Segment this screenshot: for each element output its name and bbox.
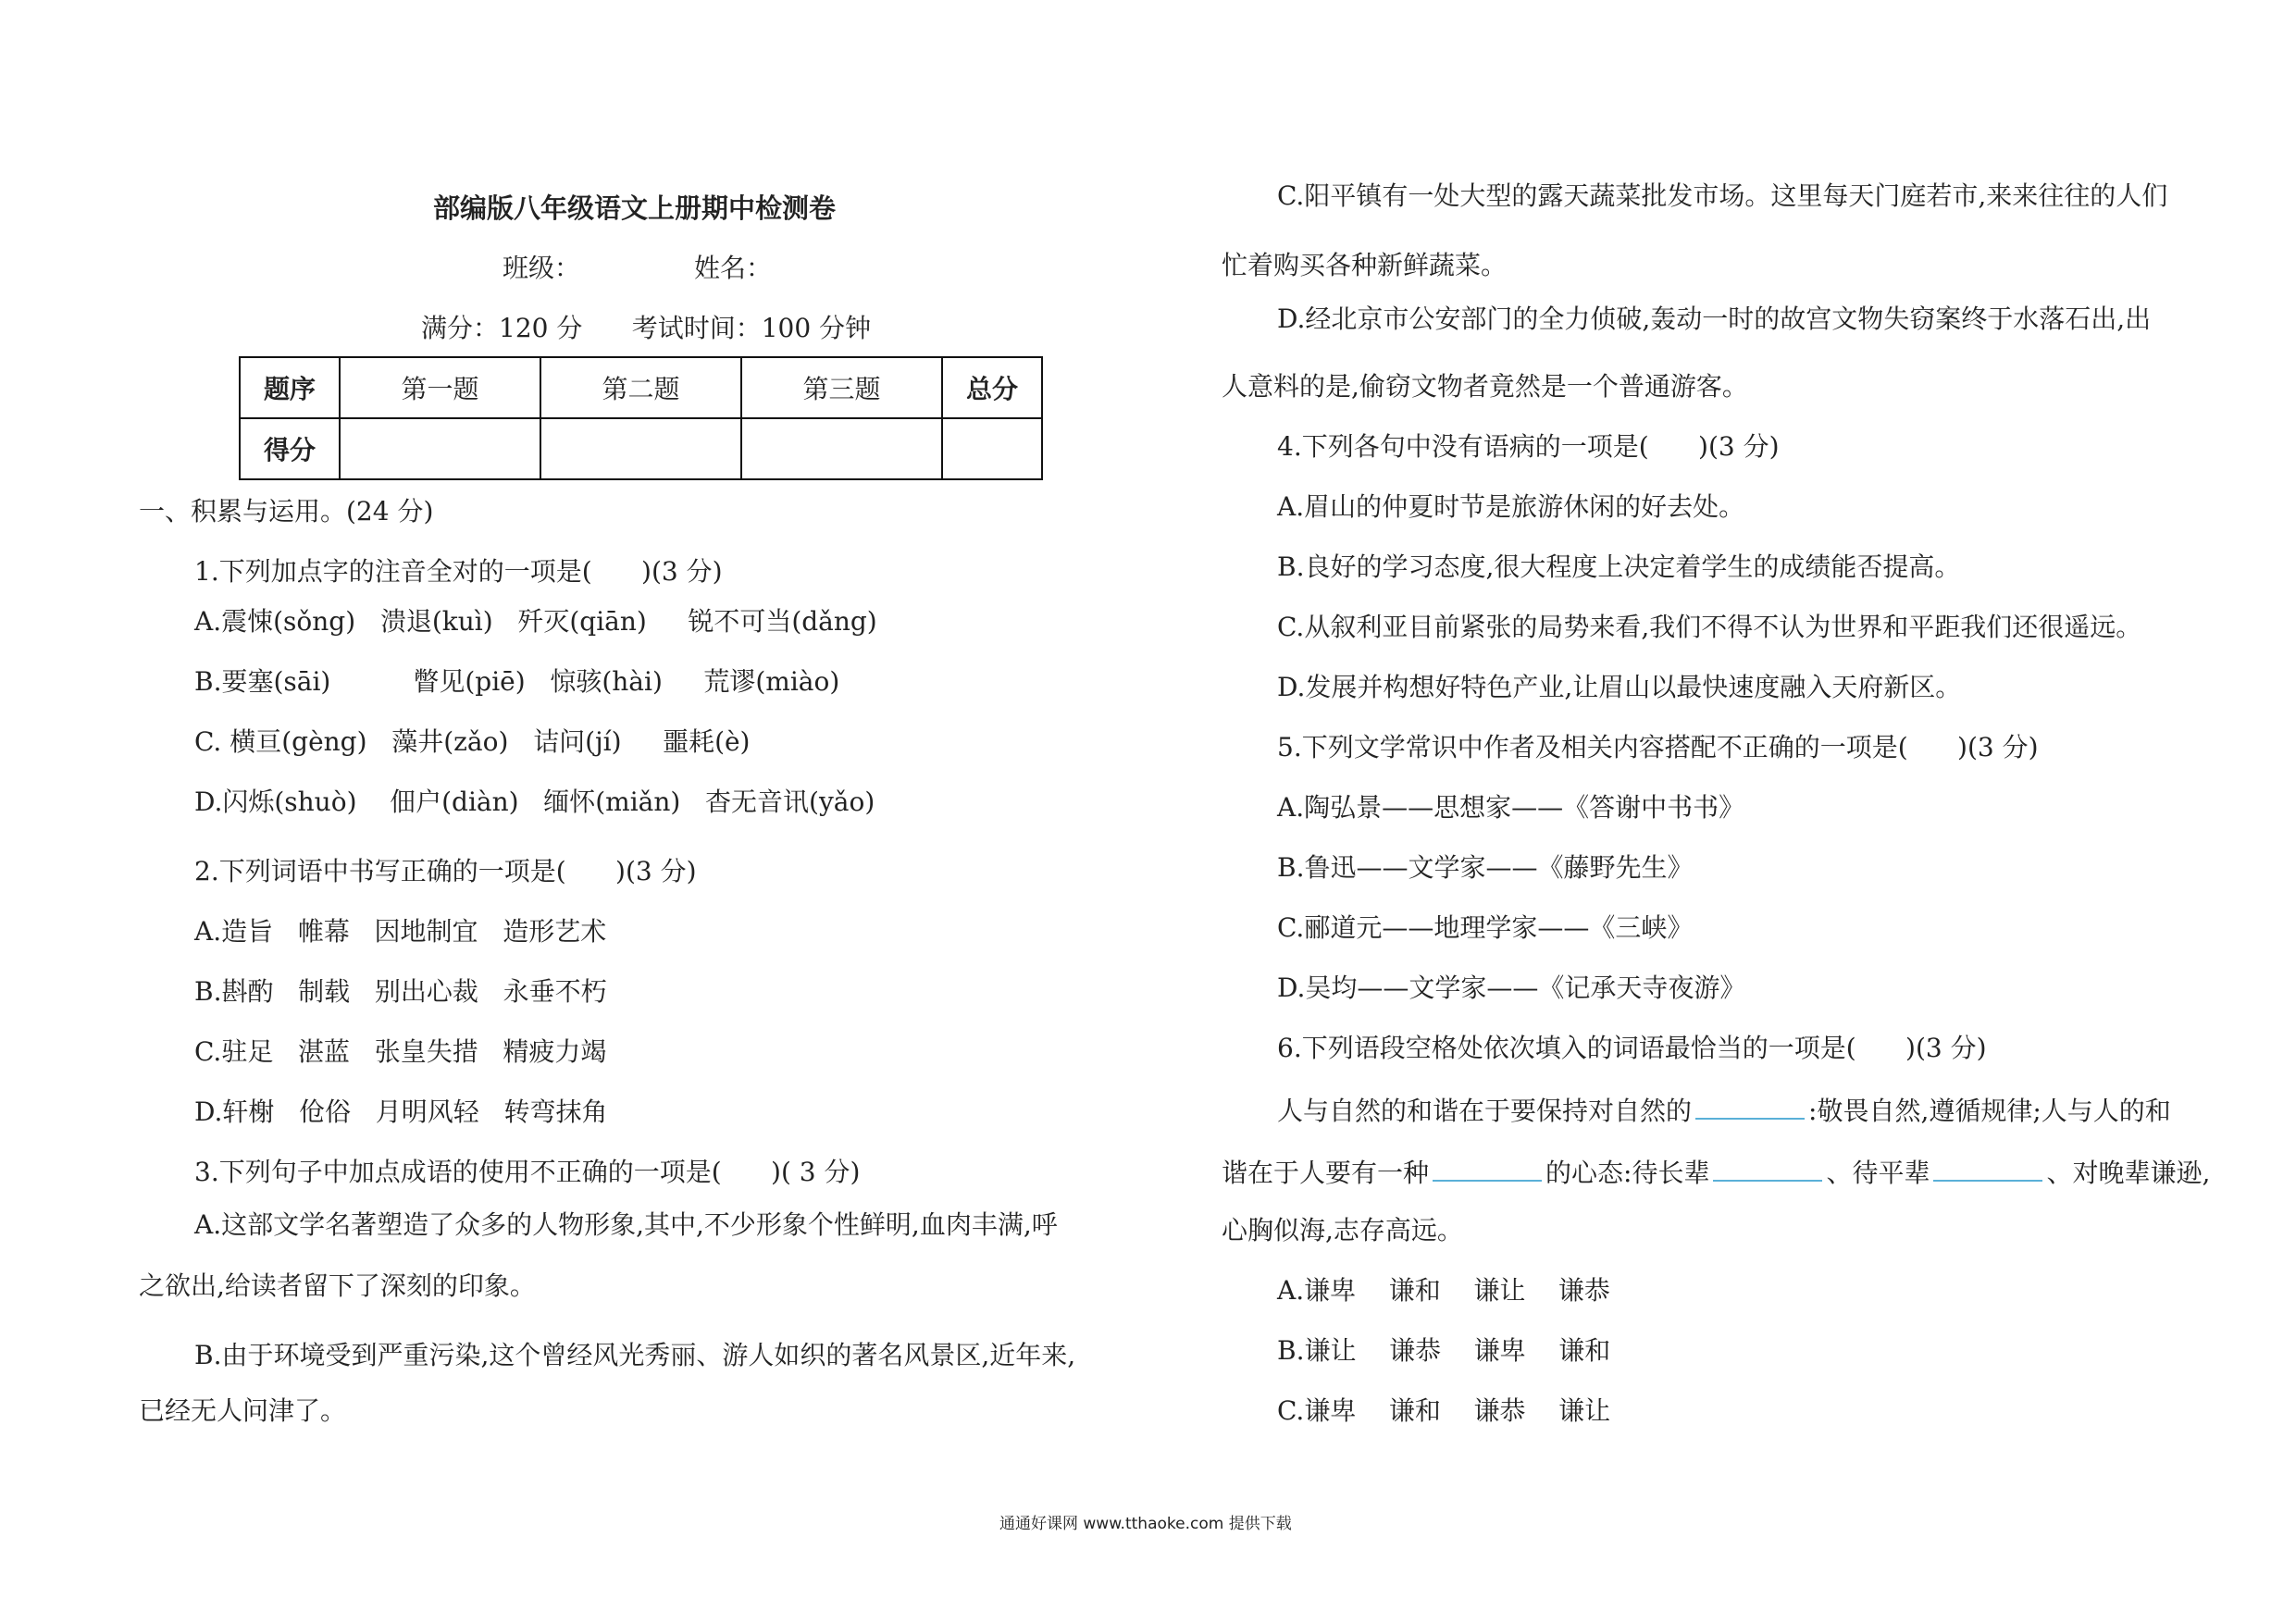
option-text: B.鲁迅——文学家——《藤野先生》	[1277, 852, 1694, 883]
option-text: D.吴均——文学家——《记承天寺夜游》	[1277, 973, 1746, 1003]
left-column	[139, 0, 1148, 1573]
score-table-score-row	[240, 418, 1042, 479]
option-text: A.陶弘景——思想家——《答谢中书书》	[1277, 792, 1745, 823]
option-text: C.谦卑 谦和 谦恭 谦让	[1277, 1395, 1611, 1426]
option-text: B.良好的学习态度,很大程度上决定着学生的成绩能否提高。	[1277, 551, 1961, 582]
option-text: 忙着购买各种新鲜蔬菜。	[1222, 250, 1508, 280]
option-text: C.从叙利亚目前紧张的局势来看,我们不得不认为世界和平距我们还很遥远。	[1277, 612, 2142, 642]
option-text: 之欲出,给读者留下了深刻的印象。	[139, 1270, 536, 1301]
score-input-cell[interactable]	[340, 418, 540, 479]
option-text: D.闪烁(shuò) 佃户(diàn) 缅怀(miǎn) 杳无音讯(yǎo)	[194, 787, 875, 817]
option-text: D.轩榭 伧俗 月明风轻 转弯抹角	[194, 1096, 608, 1127]
passage-text: 人与自然的和谐在于要保持对自然的	[1277, 1096, 1693, 1126]
fill-blank[interactable]	[1433, 1152, 1542, 1182]
option-text: A.震悚(sǒng) 溃退(kuì) 歼灭(qiān) 锐不可当(dǎng)	[194, 606, 877, 637]
fill-blank[interactable]	[1695, 1090, 1805, 1120]
passage-line	[1277, 1090, 2171, 1130]
score-table	[239, 356, 1043, 480]
option-text: C.郦道元——地理学家——《三峡》	[1277, 912, 1694, 943]
passage-line	[1222, 1152, 2210, 1192]
score-input-cell[interactable]	[741, 418, 942, 479]
passage-text: 、待平辈	[1826, 1158, 1930, 1188]
score-input-cell[interactable]	[540, 418, 741, 479]
option-text: A.谦卑 谦和 谦让 谦恭	[1277, 1275, 1610, 1306]
page-title: 部编版八年级语文上册期中检测卷	[433, 192, 837, 224]
question-stem: 2.下列词语中书写正确的一项是( )(3 分)	[194, 856, 697, 886]
score-table-cell: 得分	[240, 418, 340, 479]
passage-text: 谐在于人要有一种	[1222, 1158, 1430, 1188]
option-text: B.斟酌 制载 别出心裁 永垂不朽	[194, 976, 607, 1007]
question-stem: 4.下列各句中没有语病的一项是( )(3 分)	[1277, 431, 1780, 462]
section-heading: 一、积累与运用。(24 分)	[139, 496, 434, 527]
option-text: B.要塞(sāi) 瞥见(piē) 惊骇(hài) 荒谬(miào)	[194, 666, 840, 697]
footer-watermark: 通通好课网 www.tthaoke.com 提供下载	[999, 1515, 1292, 1533]
score-table-cell: 第一题	[340, 357, 540, 418]
option-text: 人意料的是,偷窃文物者竟然是一个普通游客。	[1222, 371, 1748, 402]
option-text: B.谦让 谦恭 谦卑 谦和	[1277, 1335, 1611, 1366]
passage-text: :敬畏自然,遵循规律;人与人的和	[1808, 1096, 2171, 1126]
fill-blank[interactable]	[1933, 1152, 2042, 1182]
question-stem: 3.下列句子中加点成语的使用不正确的一项是( )( 3 分)	[194, 1157, 861, 1187]
name-label: 姓名：	[694, 253, 773, 283]
passage-text: 的心态:待长辈	[1545, 1158, 1710, 1188]
score-line: 满分：120 分 考试时间：100 分钟	[421, 313, 872, 343]
option-text: D.经北京市公安部门的全力侦破,轰动一时的故宫文物失窃案终于水落石出,出	[1277, 304, 2152, 334]
score-table-header-row	[240, 357, 1042, 418]
option-text: A.这部文学名著塑造了众多的人物形象,其中,不少形象个性鲜明,血肉丰满,呼	[194, 1209, 1058, 1240]
option-text: C.阳平镇有一处大型的露天蔬菜批发市场。这里每天门庭若市,来来往往的人们	[1277, 180, 2168, 211]
option-text: A.眉山的仲夏时节是旅游休闲的好去处。	[1277, 491, 1745, 522]
passage-text: 、对晚辈谦逊,	[2046, 1158, 2211, 1188]
question-stem: 6.下列语段空格处依次填入的词语最恰当的一项是( )(3 分)	[1277, 1033, 1987, 1063]
option-text: B.由于环境受到严重污染,这个曾经风光秀丽、游人如织的著名风景区,近年来,	[194, 1340, 1076, 1370]
option-text: 已经无人问津了。	[139, 1395, 347, 1426]
option-text: C. 横亘(gèng) 藻井(zǎo) 诘问(jí) 噩耗(è)	[194, 726, 751, 757]
question-stem: 1.下列加点字的注音全对的一项是( )(3 分)	[194, 556, 723, 587]
score-table-cell: 总分	[942, 357, 1042, 418]
fill-blank[interactable]	[1713, 1152, 1822, 1182]
right-column	[1222, 0, 2211, 1573]
passage-line: 心胸似海,志存高远。	[1222, 1215, 1463, 1245]
option-text: D.发展并构想好特色产业,让眉山以最快速度融入天府新区。	[1277, 672, 1962, 702]
class-label: 班级：	[503, 253, 581, 283]
score-table-cell: 第二题	[540, 357, 741, 418]
score-input-cell[interactable]	[942, 418, 1042, 479]
score-table-cell: 题序	[240, 357, 340, 418]
question-stem: 5.下列文学常识中作者及相关内容搭配不正确的一项是( )(3 分)	[1277, 732, 2039, 762]
option-text: A.造旨 帷幕 因地制宜 造形艺术	[194, 916, 607, 947]
score-table-cell: 第三题	[741, 357, 942, 418]
option-text: C.驻足 湛蓝 张皇失措 精疲力竭	[194, 1036, 607, 1067]
